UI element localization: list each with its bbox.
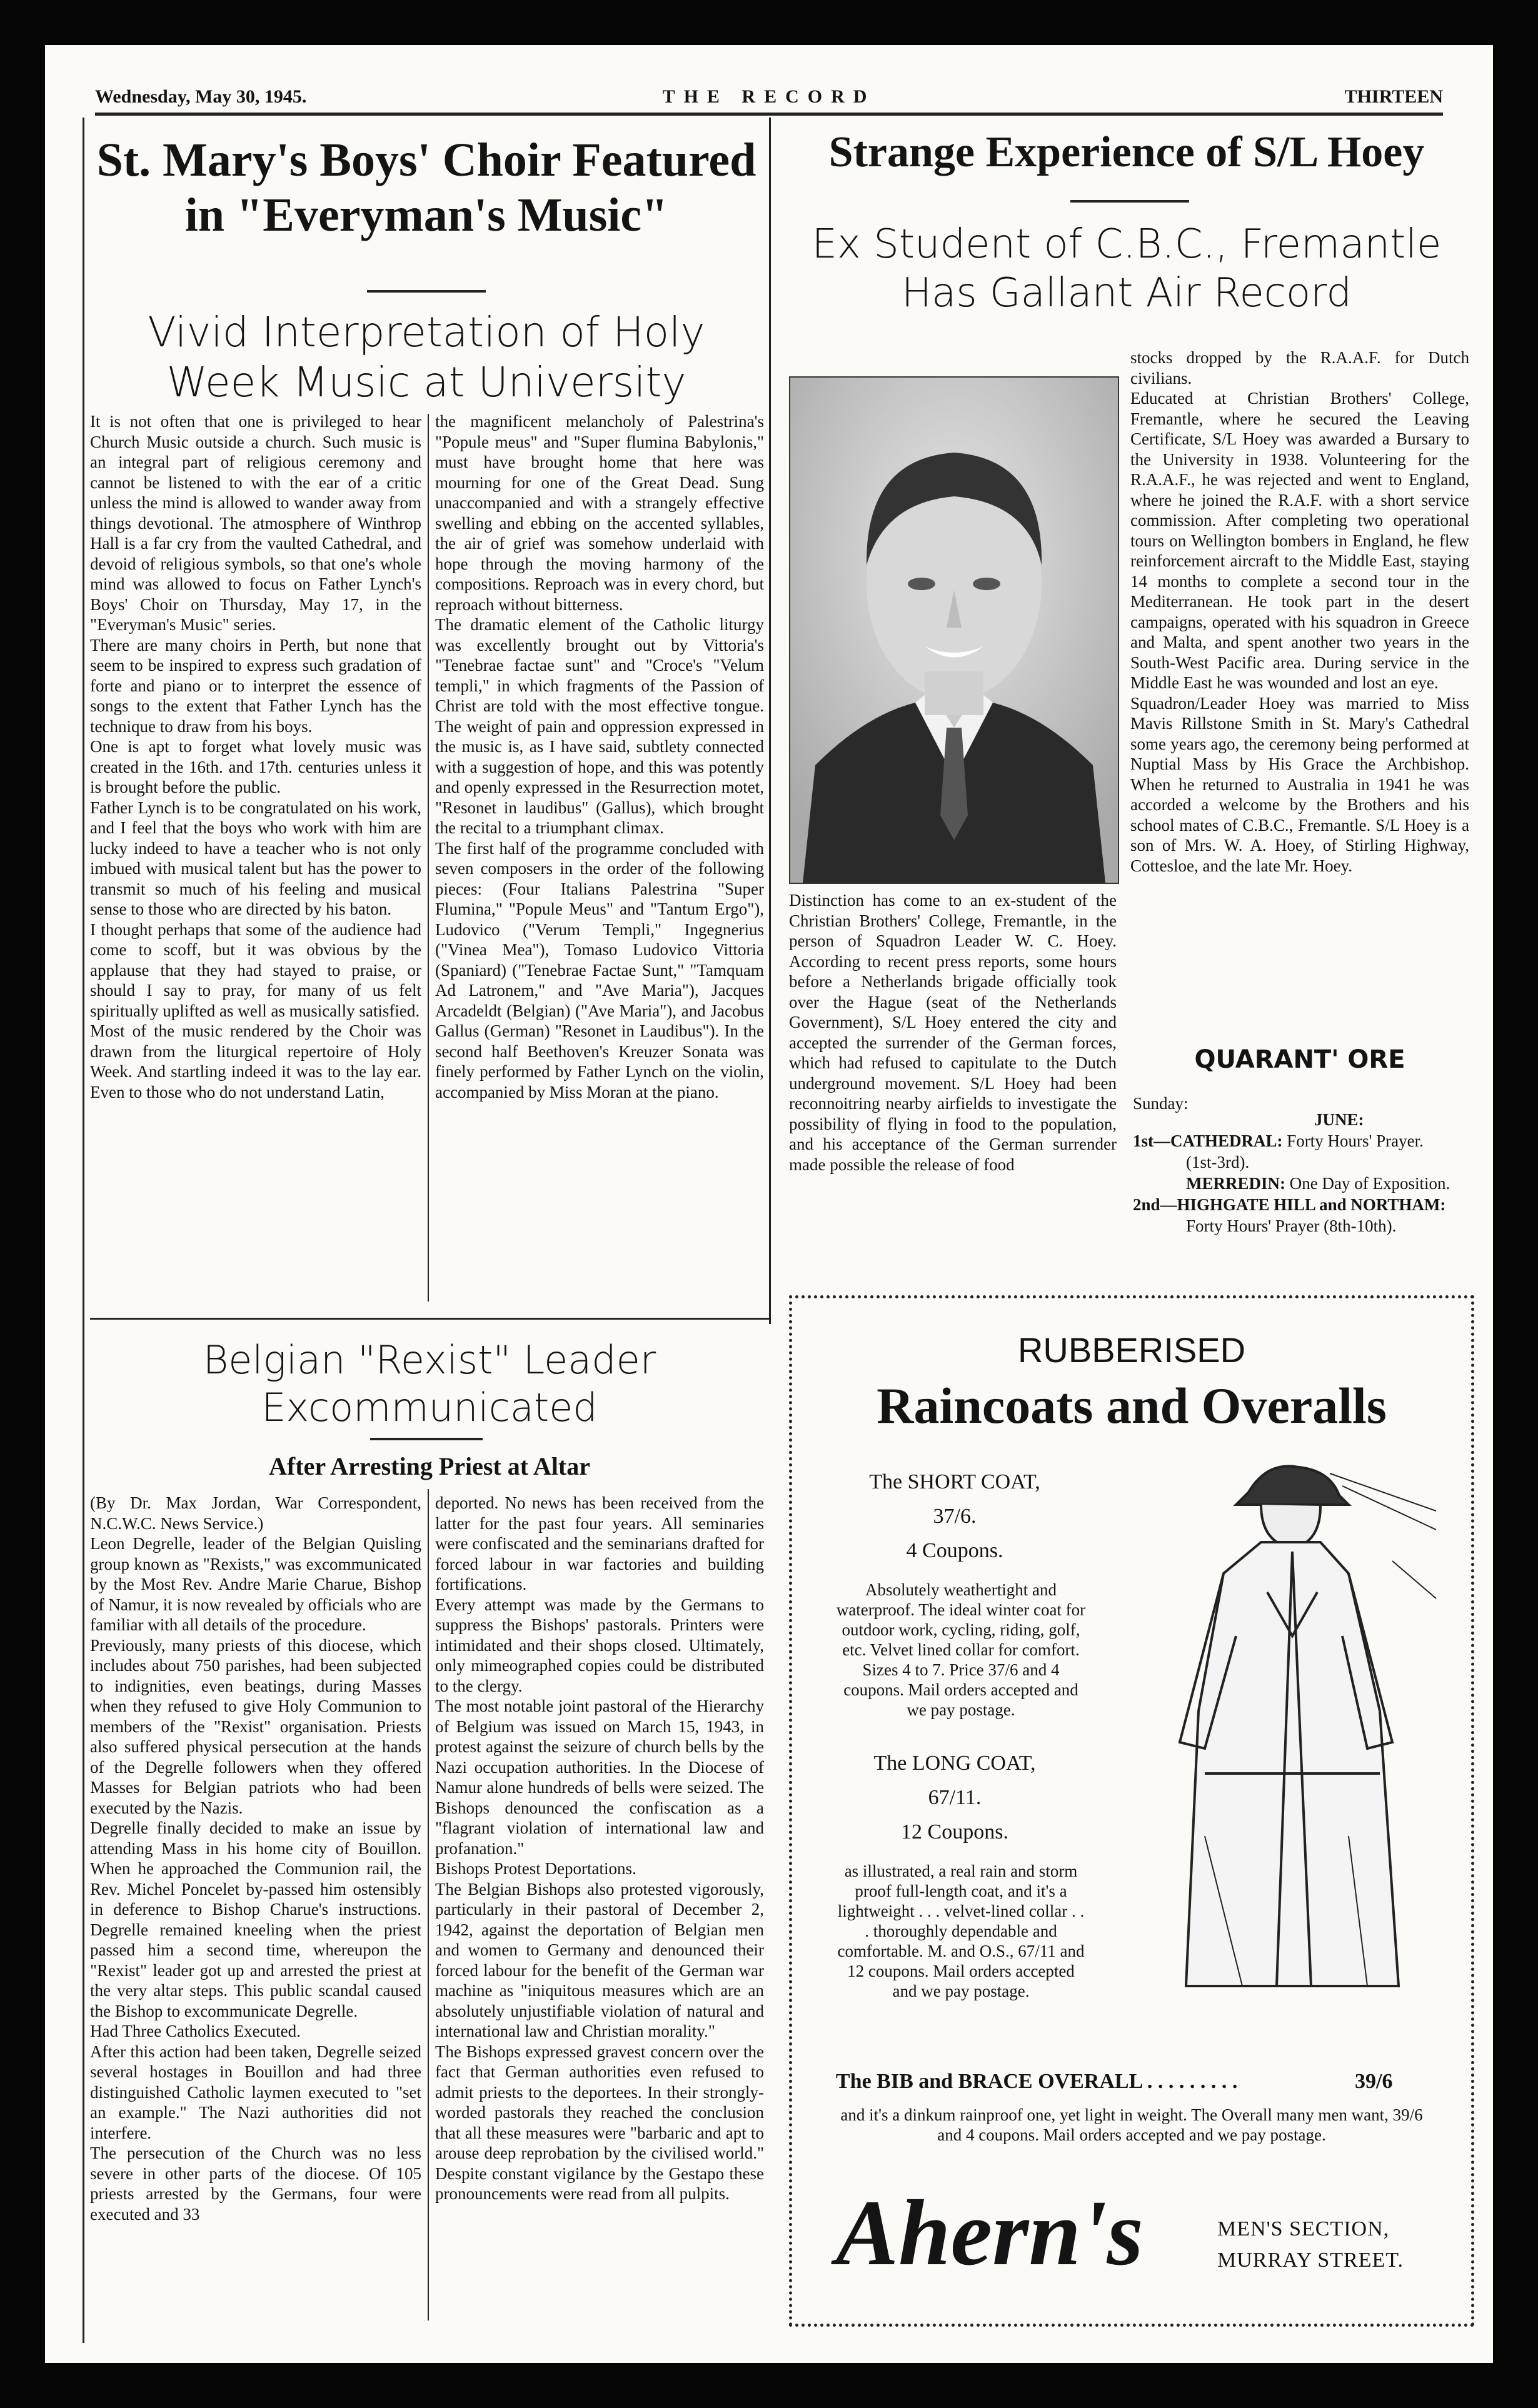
short-coat-description: Absolutely weathertight and waterproof. The ideal winter coat for outdoor work, cycling, riding, golf, etc. Velvet lined collar for comfort. Sizes 4 to 7. Price 37/6 and 4 coupons. Mail orders accepted and we pay postage.: [836, 1580, 1086, 1719]
column-divider: [769, 118, 771, 1324]
long-coat-description: as illustrated, a real rain and storm proof full-length coat, and it's a lightweight . . . velvet-lined collar . . . thoroughly dependable and comfortable. M. and O.S., 67/11 and 12 coupons. Mail orders accepted and we pay postage.: [837, 1862, 1085, 2000]
page-number: THIRTEEN: [1344, 86, 1443, 107]
hoey-separator: [1070, 200, 1189, 203]
rexist-column-rule: [428, 1489, 429, 2320]
headline-separator: [367, 290, 486, 293]
bib-overall-description: and it's a dinkum rainproof one, yet light in weight. The Overall many men want, 39/6 and 4 coupons. Mail orders accepted and we pay postage.: [840, 2105, 1423, 2144]
choir-column-2: the magnificent melancholy of Palestrina's "Popule meus" and "Super flumina Babylonis," must have brought home that here was mourning for one of the Great Dead. Sung unaccompanied and with a strangely effective swelling and ebbing on the accented syllables, the air of grief was somehow underlaid with hope through the moving harmony of the compositions. Reproach was in every chord, but reproach without bitterness. The dramatic element of the Catholic liturgy was excellently brought out by Vittoria's "Tenebrae factae sunt" and "Croce's "Velum templi," in which fragments of the Passion of Christ are told with the most effective tongue. The weight of pain and oppression expressed in the music is, as I have said, subtlety connected with a suggestion of hope, and this was potently and openly expressed in the Resurrection motet, "Resonet in laudibus" (Gallus), which brought the recital to a triumphant climax. The first half of the programme concluded with seven composers in the order of the following pieces: (Four Italians Palestrina "Super Flumina," "Popule Meus" and "Tantum Ergo"), Ludovico ("Verum Templi," Ingegnerius ("Vinea Mea"), Tomaso Ludovico Vittoria (Spaniard) ("Tenebrae Factae Sunt," "Tamquam Ad Latronem," and "Ave Maria"), Jacques Arcadeldt (Belgian) ("Ave Maria"), and Jacobus Gallus (German) "Resonet in Laudibus"). In the second half Beethoven's Kreuzer Sonata was finely performed by Father Lynch on the violin, accompanied by Miss Moran at the piano.: [435, 412, 764, 1101]
aherns-advertisement: [789, 1295, 1474, 2327]
newspaper-page: [45, 45, 1493, 2363]
bib-overall-price: 39/6: [1355, 2070, 1393, 2093]
left-border: [83, 118, 84, 2343]
hoey-headline: Strange Experience of S/L Hoey: [828, 128, 1425, 176]
quarant-detail-3: Forty Hours' Prayer (8th-10th).: [1186, 1217, 1397, 1235]
quarant-place-1: 1st—CATHEDRAL:: [1133, 1131, 1283, 1150]
ad-title: Raincoats and Overalls: [877, 1377, 1387, 1434]
short-coat-title: The SHORT COAT,: [869, 1470, 1040, 1493]
quarant-entry-1: [1133, 1130, 1470, 1151]
quarant-ore-title: QUARANT' ORE: [1194, 1045, 1405, 1074]
ad-dept-1: MEN'S SECTION,: [1217, 2217, 1390, 2240]
paper-name: THE RECORD: [662, 86, 876, 107]
rexist-column-1: (By Dr. Max Jordan, War Correspondent, N.C.W.C. News Service.) Leon Degrelle, leader of the Belgian Quisling group known as "Rexists," was excommunicated by the Most Rev. Andre Marie Charue, Bishop of Namur, it is now revealed by officials who are familiar with all details of the procedure. Previously, many priests of this diocese, which includes about 750 parishes, had been subjected to indignities, even beatings, during Masses when they refused to give Holy Communion to members of the "Rexist" organisation. Priests also suffered physical persecution at the hands of the Degrelle followers when they offered Masses for Belgian patriots who had been executed by the Nazis. Degrelle finally decided to make an issue by attending Mass in his home city of Bouillon. When he approached the Communion rail, the Rev. Michel Poncelet by-passed him ostensibly in deference to Bishop Charue's instructions. Degrelle remained kneeling when the priest passed him a second time, whereupon the "Rexist" leader got up and arrested the priest at the very altar steps. This public scandal caused the Bishop to excommunicate Degrelle. Had Three Catholics Executed. After this action had been taken, Degrelle seized several hostages in Bouillon and had three distinguished Catholic laymen executed to "set an example." The Nazi authorities did not interfere. The persecution of the Church was no less severe in other parts of the diocese. Of 105 priests arrested by the Germans, four were executed and 33: [90, 1493, 421, 2224]
ad-rubberised: RUBBERISED: [1017, 1330, 1246, 1370]
quarant-sunday: Sunday:: [1133, 1094, 1189, 1113]
hoey-portrait-photo: [789, 376, 1119, 884]
quarant-place-2: MERREDIN:: [1186, 1174, 1285, 1193]
rexist-separator: [370, 1438, 483, 1440]
aherns-brand: Ahern's: [836, 2181, 1143, 2285]
long-coat-coupons: 12 Coupons.: [901, 1820, 1008, 1844]
choir-subhead: Vivid Interpretation of Holy Week Music at University: [148, 308, 705, 406]
quarant-detail-2: One Day of Exposition.: [1285, 1174, 1450, 1193]
quarant-entry-2: [1186, 1173, 1474, 1194]
long-coat-title: The LONG COAT,: [873, 1752, 1036, 1775]
choir-column-rule: [428, 414, 429, 1302]
raincoat-man-illustration: [1142, 1448, 1442, 2011]
choir-headline: St. Mary's Boys' Choir Featured in "Everyman's Music": [96, 134, 756, 241]
rexist-headline: Belgian "Rexist" Leader Excommunicated: [203, 1337, 656, 1430]
hoey-subhead: Ex Student of C.B.C., Fremantle Has Gallant Air Record: [812, 221, 1442, 316]
quarant-dates-1: (1st-3rd).: [1186, 1153, 1250, 1171]
long-coat-price: 67/11.: [928, 1786, 982, 1809]
rexist-column-2: deported. No news has been received from the latter for the past four years. All seminaries were confiscated and the seminarians drafted for forced labour in war factories and building fortifications. Every attempt was made by the Germans to suppress the Bishops' pastorals. Printers were intimidated and their shops closed. Ultimately, only mimeographed copies could be distributed to the clergy. The most notable joint pastoral of the Hierarchy of Belgium was issued on March 15, 1943, in protest against the seizure of church bells by the Nazi occupation authorities. In the Diocese of Namur alone hundreds of bells were seized. The Bishops denounced the confiscation as a "flagrant violation of international law and profanation." Bishops Protest Deportations. The Belgian Bishops also protested vigorously, particularly in their pastoral of December 2, 1942, against the deportation of Belgian men and women to Germany and denounced their forced labour for the benefit of the German war machine as "iniquitous measures which are an absolutely unjustifiable violation of natural and international law and Christian morality." The Bishops expressed gravest concern over the fact that German authorities even refused to admit priests to the deportees. In their strongly-worded pastorals they reached the conclusion that all these measures were "barbaric and apt to arouse deep reprobation by the civilised world." Despite constant vigilance by the Gestapo these pronouncements were read from all pulpits.: [435, 1493, 764, 2203]
quarant-month: JUNE:: [1314, 1110, 1364, 1129]
masthead-rule: [95, 113, 1443, 116]
masthead: [95, 81, 1443, 113]
ad-dept-2: MURRAY STREET.: [1217, 2249, 1404, 2272]
short-coat-price: 37/6.: [933, 1505, 977, 1528]
quarant-place-3: 2nd—HIGHGATE HILL and NORTHAM:: [1133, 1195, 1446, 1214]
short-coat-coupons: 4 Coupons.: [906, 1539, 1003, 1562]
hoey-column-2: stocks dropped by the R.A.A.F. for Dutch civilians. Educated at Christian Brothers' College, Fremantle, where he secured the Leaving Certificate, S/L Hoey was awarded a Bursary to the University in 1938. Volunteering for the R.A.A.F., he was rejected and went to England, where he joined the R.A.F. with a short service commission. After completing two operational tours on Wellington bombers in England, he flew reinforcement aircraft to the Middle East, staying 14 months to complete a second tour in the Mediterranean. He took part in the desert campaigns, operated with his squadron in Greece and Malta, and spent another two years in the South-West Pacific area. During service in the Middle East he was wounded and lost an eye. Squadron/Leader Hoey was married to Miss Mavis Rillstone Smith in St. Mary's Cathedral some years ago, the ceremony being performed at Nuptial Mass by His Grace the Archbishop. When he returned to Australia in 1941 he was accorded a welcome by the Brothers and his school mates of C.B.C., Fremantle. S/L Hoey is a son of Mrs. W. A. Hoey, of Stirling Highway, Cottesloe, and the late Mr. Hoey.: [1130, 348, 1469, 875]
quarant-detail-1: Forty Hours' Prayer.: [1282, 1131, 1424, 1150]
hoey-column-1: Distinction has come to an ex-student of the Christian Brothers' College, Fremantle, in the person of Squadron Leader W. C. Hoey. According to recent press reports, some hours before a Netherlands brigade officially took over the Hague (seat of the Netherlands Government), S/L Hoey entered the city and accepted the surrender of the German forces, which had refused to capitulate to the Dutch underground movement. S/L Hoey had been reconnoitring nearby airfields to investigate the possibility of flying in food to the population, and his acceptance of the German surrender made possible the release of food: [789, 891, 1117, 1174]
choir-column-1: It is not often that one is privileged to hear Church Music outside a church. Such music is an integral part of religious ceremony and cannot be listened to with the ear of a critic unless the mind is allowed to wander away from things devotional. The atmosphere of Winthrop Hall is a far cry from the vaulted Cathedral, and devoid of religious symbols, so that one's whole mind was allowed to focus on Father Lynch's Boys' Choir on Thursday, May 17, in the "Everyman's Music" series. There are many choirs in Perth, but none that seem to be inspired to express such gradation of forte and piano or to interpret the essence of songs to the extent that Father Lynch has the technique to draw from his boys. One is apt to forget what lovely music was created in the 16th. and 17th. centuries unless it is brought before the public. Father Lynch is to be congratulated on his work, and I feel that the boys who work with him are lucky indeed to have a teacher who is not only imbued with musical talent but has the power to transmit so much of his feeling and musical sense to those who are directed by his baton. I thought perhaps that some of the audience had come to scoff, but it was obvious by the applause that they had stayed to praise, or should I say to pray, for many of us felt spiritually uplifted as well as musically satisfied. Most of the music rendered by the Choir was drawn from the liturgical repertoire of Holy Week. And startling indeed it was to the lay ear. Even to those who do not understand Latin,: [90, 412, 421, 1101]
issue-date: Wednesday, May 30, 1945.: [95, 86, 307, 107]
portrait-illustration: [790, 378, 1118, 883]
bib-overall-title: The BIB and BRACE OVERALL . . . . . . . . .: [836, 2070, 1238, 2093]
section-rule: [90, 1318, 769, 1320]
rexist-subhead: After Arresting Priest at Altar: [269, 1452, 590, 1480]
